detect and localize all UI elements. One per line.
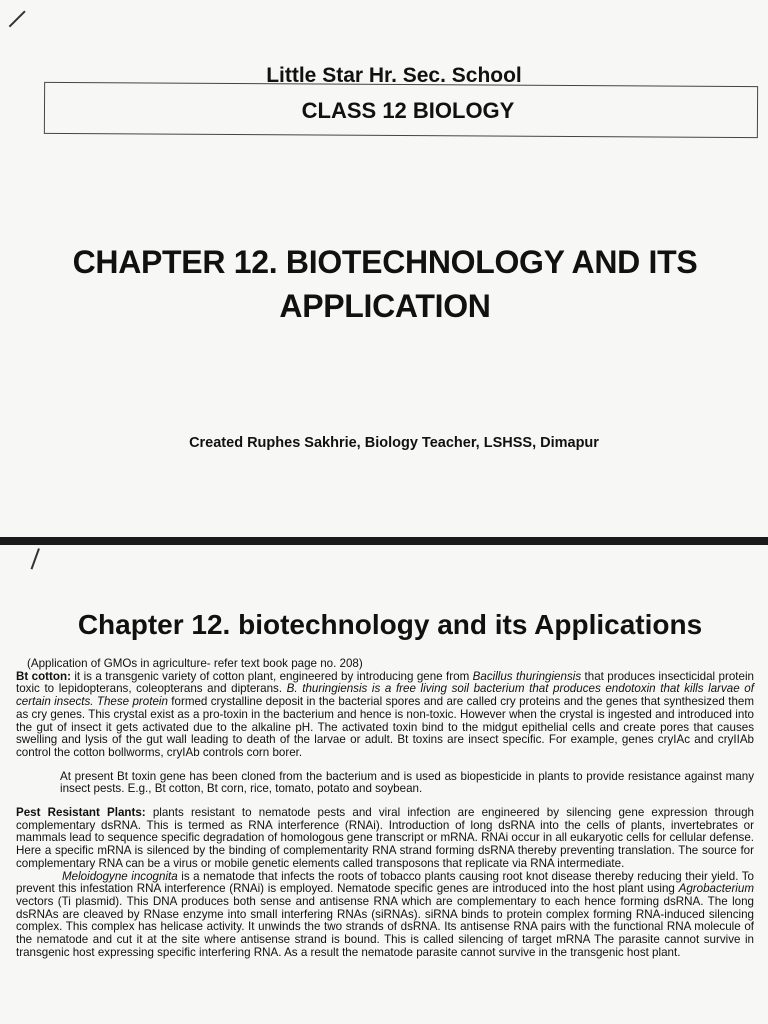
bt-cotton-paragraph: Bt cotton: it is a transgenic variety of cotton plant, engineered by introducing gene from Bacillus thuringiensis that produces insecticidal protein toxic to lepidopterans, coleopterans and dipterans. B. thuringiensis is a free living soil bacterium that produces endotoxin that kills larvae of certain insects. These protein formed crystalline deposit in the bacterial spores and are called cry proteins and the genes that synthesized them as cry genes. This crystal exist as a pro-toxin in the bacterium and hence is non-toxic. However when the crystal is ingested and introduced into the gut of insect it gets activated due to the alkaline pH. The activated toxin bind to the midgut epithelial cells and create pores that causes swelling and lysis of the gut wall leading to death of the larvae or adult. Bt toxins are insect specific. For example, genes cryIAc and cryIIAb control the cotton bollworms, cryIAb controls corn borer. (16, 669, 754, 759)
class-title: CLASS 12 BIOLOGY (301, 98, 515, 123)
content-heading: Chapter 12. biotechnology and its Applications (77, 609, 703, 640)
bt-cotton-label: Bt cotton: (16, 669, 71, 683)
pest-resistant-paragraph: Pest Resistant Plants: plants resistant to nematode pests and viral infection are engineered by silencing gene expression through complementary dsRNA. This is termed as RNA interference (RNAi). Introduction of long dsRNA into the cells of plants, invertebrates or mammals lead to sequence specific degradation of homologous gene transcript or mRNA. RNAi occur in all eukaryotic cells for cellular defense. Here a specific mRNA is silenced by the binding of complementarity RNA strand forming dsRNA thereby preventing translation. The source for complementary RNA can be a virus or mobile genetic elements called transposons that replicate via RNA intermediate. (16, 806, 754, 870)
chapter-title-line-2: APPLICATION (279, 288, 491, 324)
school-name: Little Star Hr. Sec. School (266, 64, 522, 87)
chapter-title-line-1: CHAPTER 12. BIOTECHNOLOGY AND ITS (72, 244, 698, 280)
chapter-title (20, 240, 750, 328)
author-credit: Created Ruphes Sakhrie, Biology Teacher, LSHSS, Dimapur (189, 435, 599, 451)
nematode-paragraph: Meloidogyne incognita is a nematode that infects the roots of tobacco plants causing root knot disease thereby reducing their yield. To prevent this infestation RNA interference (RNAi) is employed. Nematode specific genes are introduced into the host plant using Agrobacterium vectors (Ti plasmid). This DNA produces both sense and antisense RNA which are complementary to each hence forming dsRNA. The long dsRNAs are cleaved by RNase enzyme into small interfering RNAs (siRNAs). siRNA binds to protein complex forming RNA-induced silencing complex. This complex has helicase activity. It unwinds the two strands of dsRNA. Its antisense RNA pairs with the functional RNA molecule of the nematode and cut it at the site where antisense strand is bound. This is called silencing of target mRNA The parasite cannot survive in transgenic host expressing specific interfering RNA. As a result the nematode parasite cannot survive in the transgenic host plant. (16, 869, 754, 959)
pen-mark (9, 10, 26, 27)
pest-resistant-label: Pest Resistant Plants: (16, 806, 146, 820)
bt-biopesticide-paragraph: At present Bt toxin gene has been cloned from the bacterium and is used as biopesticide in plants to provide resistance against many insect pests. E.g., Bt cotton, Bt corn, rice, tomato, potato and soybean. (60, 769, 754, 796)
content-body (16, 658, 754, 959)
intro-line: (Application of GMOs in agriculture- refer text book page no. 208) (27, 657, 363, 670)
